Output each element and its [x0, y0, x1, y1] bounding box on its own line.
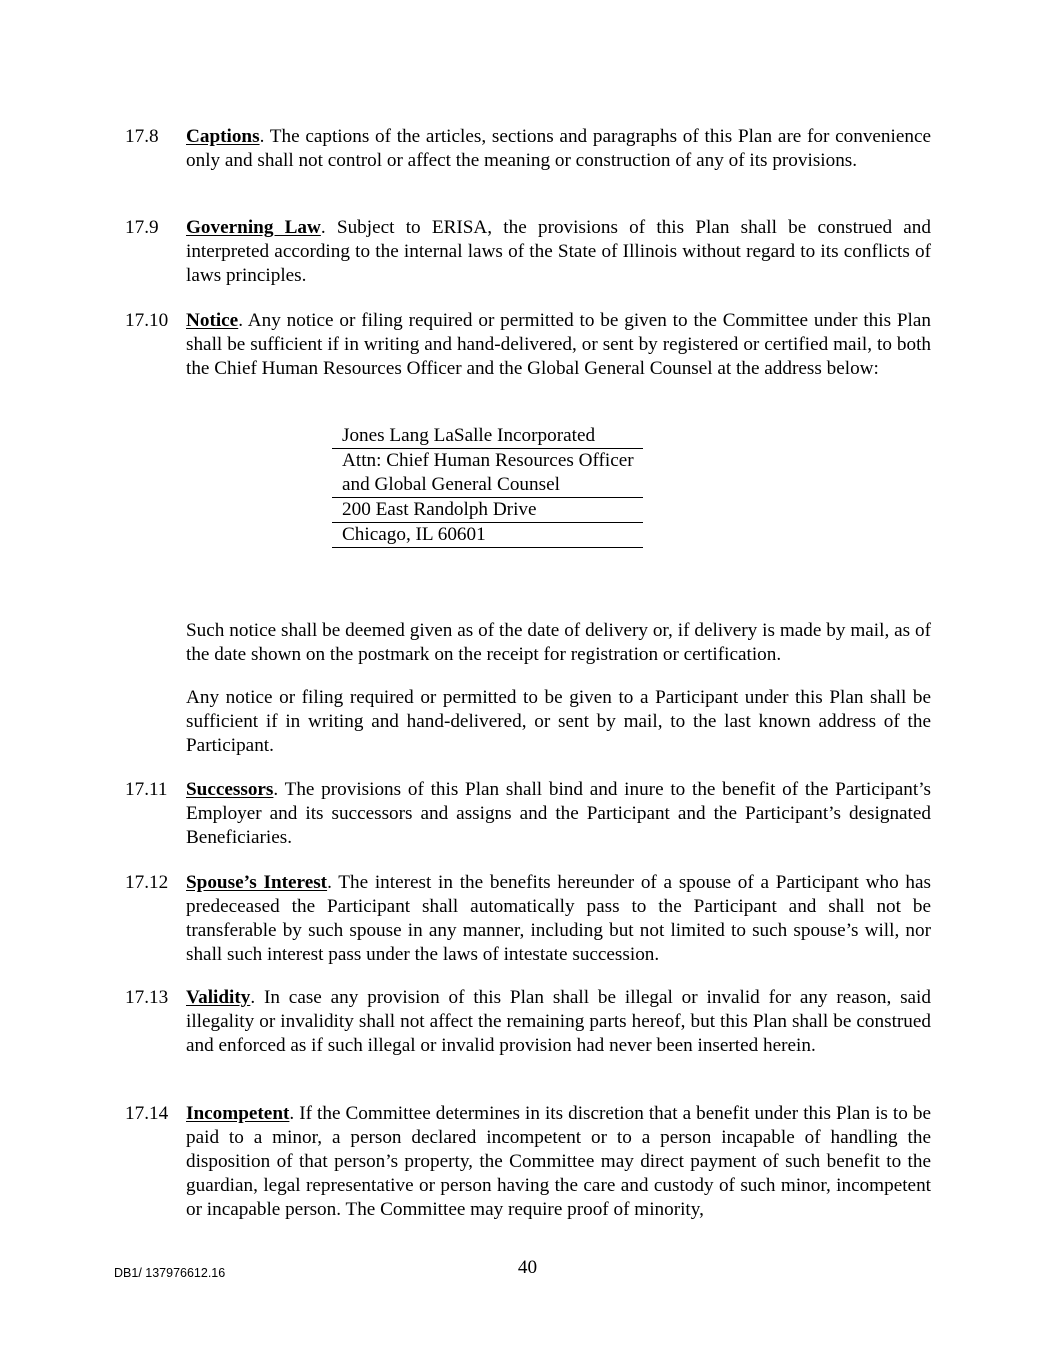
section-body: [186, 778, 931, 850]
section-number: 17.13: [125, 987, 169, 1008]
section-17-11: [125, 778, 931, 850]
section-text: . The interest in the benefits hereunder of a spouse of a Participant who has predeceased the Participant shall automatically pass to the Participant and shall not be transferable by such spouse in any manner, including but not limited to such spouse’s will, nor shall such interest pass under the laws of intestate succession.: [186, 872, 931, 965]
section-17-9: [125, 216, 931, 288]
address-city: Chicago, IL 60601: [332, 523, 643, 548]
section-number: 17.12: [125, 872, 169, 893]
section-number: 17.8: [125, 126, 159, 147]
section-heading: Spouse’s Interest: [186, 872, 328, 893]
section-number: 17.11: [125, 779, 168, 800]
section-heading: Successors: [186, 779, 274, 800]
section-text: . Any notice or filing required or permitted to be given to the Committee under this Plan shall be sufficient if in writing and hand-delivered, or sent by registered or certified mail, to both the Chief Human Resources Officer and the Global General Counsel at the address below:: [186, 310, 931, 379]
section-17-10: [125, 309, 931, 381]
section-heading: Notice: [186, 310, 239, 331]
section-text: . The captions of the articles, sections and paragraphs of this Plan are for convenience only and shall not control or affect the meaning or construction of any of its provisions.: [186, 126, 931, 171]
section-17-14: [125, 1102, 931, 1222]
section-17-8: [125, 125, 931, 173]
address-company: Jones Lang LaSalle Incorporated: [332, 424, 643, 449]
section-heading: Incompetent: [186, 1103, 290, 1124]
section-number: 17.14: [125, 1103, 169, 1124]
document-id: DB1/ 137976612.16: [114, 1266, 226, 1280]
section-text: . The provisions of this Plan shall bind and inure to the benefit of the Participant’s Employer and its successors and assigns and the Participant and the Participant’s designated Beneficiaries.: [186, 779, 931, 848]
section-heading: Governing Law: [186, 217, 321, 238]
section-body: [186, 309, 931, 381]
section-17-13: [125, 986, 931, 1058]
notice-paragraph-2: Any notice or filing required or permitted to be given to a Participant under this Plan shall be sufficient if in writing and hand-delivered, or sent by mail, to the last known address of the Participant.: [186, 687, 931, 756]
section-text: . In case any provision of this Plan shall be illegal or invalid for any reason, said illegality or invalidity shall not affect the remaining parts hereof, but this Plan shall be construed and enforced as if such illegal or invalid provision had never been inserted herein.: [186, 987, 931, 1056]
section-heading: Validity: [186, 987, 251, 1008]
section-17-12: [125, 871, 931, 967]
section-heading: Captions: [186, 126, 260, 147]
section-text: . Subject to ERISA, the provisions of this Plan shall be construed and interpreted according to the internal laws of the State of Illinois without regard to its conflicts of laws principles.: [186, 217, 931, 286]
section-body: [186, 1102, 931, 1222]
section-body: [186, 986, 931, 1058]
page-number: 40: [517, 1257, 538, 1278]
section-text: . If the Committee determines in its discretion that a benefit under this Plan is to be paid to a minor, a person declared incompetent or to a person incapable of handling the disposition of that person’s property, the Committee may direct payment of such benefit to the guardian, legal representative or person having the care and custody of such minor, incompetent or incapable person. The Committee may require proof of minority,: [186, 1103, 931, 1220]
section-body: [186, 871, 931, 967]
section-number: 17.10: [125, 310, 169, 331]
address-attn: Attn: Chief Human Resources Officer and Global General Counsel: [332, 449, 643, 498]
section-body: [186, 216, 931, 288]
address-street: 200 East Randolph Drive: [332, 498, 643, 523]
address-block: [332, 424, 643, 548]
notice-paragraph-1: Such notice shall be deemed given as of the date of delivery or, if delivery is made by mail, as of the date shown on the postmark on the receipt for registration or certification.: [186, 620, 931, 665]
section-number: 17.9: [125, 217, 159, 238]
section-body: [186, 125, 931, 173]
